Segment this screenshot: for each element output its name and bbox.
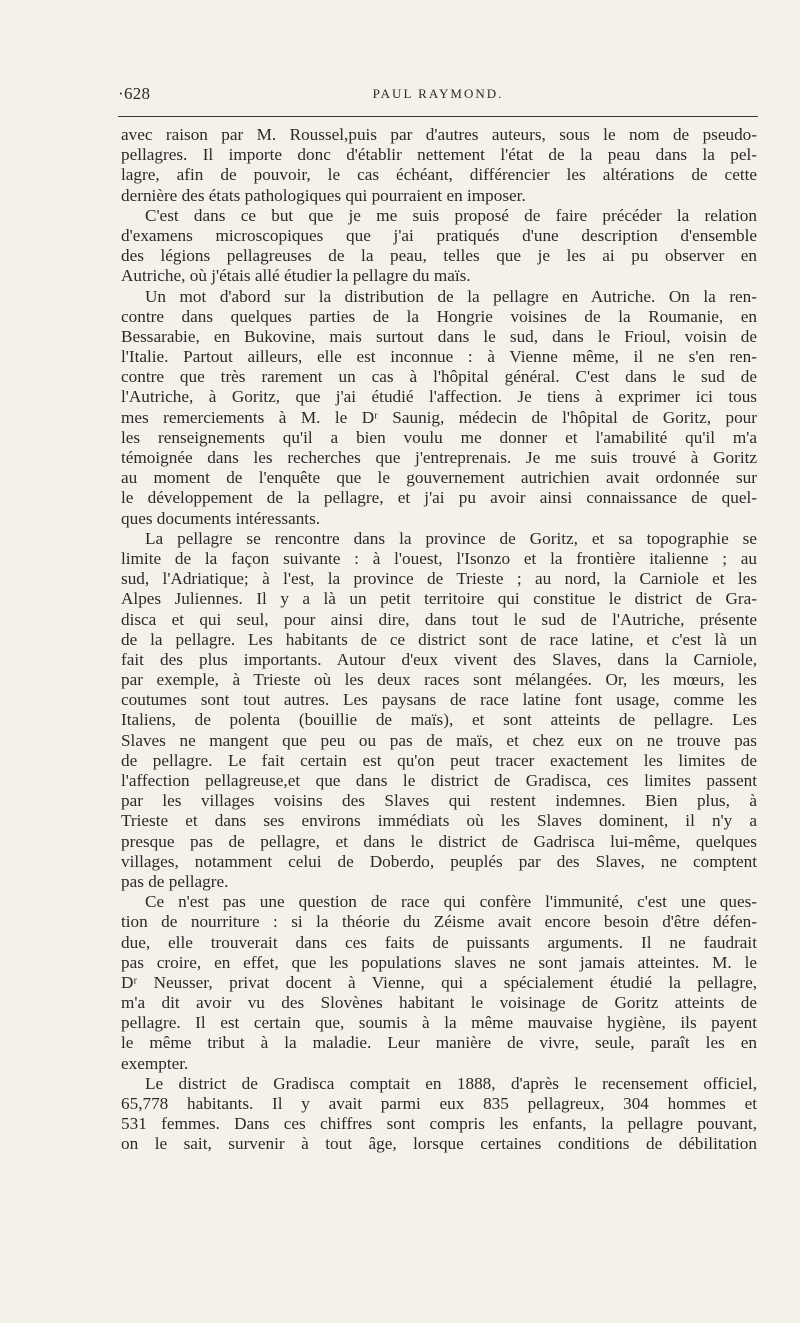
text-line: due, elle trouverait dans ces faits de puissants arguments. Il ne faudrait: [121, 932, 757, 952]
text-line: de la pellagre. Les habitants de ce district sont de race latine, et c'est là un: [121, 629, 757, 649]
text-line: Alpes Juliennes. Il y a là un petit territoire qui constitue le district de Gra-: [121, 589, 757, 609]
text-line: Le district de Gradisca comptait en 1888, d'après le recensement officiel,: [145, 1073, 757, 1093]
text-line: contre que très rarement un cas à l'hôpital général. C'est dans le sud de: [121, 367, 757, 387]
text-line: le même tribut à la maladie. Leur manière de vivre, seule, paraît les en: [121, 1033, 757, 1053]
text-line: presque pas de pellagre, et dans le district de Gadrisca lui-même, quelques: [121, 831, 757, 851]
text-line: lagre, afin de pouvoir, le cas échéant, différencier les altérations de cette: [121, 165, 757, 185]
text-line: Trieste et dans ses environs immédiats où les Slaves dominent, il n'y a: [121, 811, 757, 831]
text-line: pas croire, en effet, que les populations slaves ne sont jamais atteintes. M. le: [121, 952, 757, 972]
text-line: villages, notamment celui de Doberdo, peuplés par des Slaves, ne comptent: [121, 851, 757, 871]
text-line: pellagres. Il importe donc d'établir nettement l'état de la peau dans la pel-: [121, 145, 757, 165]
text-line: Italiens, de polenta (bouillie de maïs), et sont atteints de pellagre. Les: [121, 710, 757, 730]
text-line: au moment de l'enquête que le gouvernement autrichien avait ordonnée sur: [121, 468, 757, 488]
text-line: 65,778 habitants. Il y avait parmi eux 835 pellagreux, 304 hommes et: [121, 1094, 757, 1113]
text-line: fait des plus importants. Autour d'eux vivent des Slaves, dans la Carniole,: [121, 649, 757, 669]
text-line: avec raison par M. Roussel,puis par d'autres auteurs, sous le nom de pseudo-: [121, 125, 757, 144]
body-text: [121, 125, 757, 1155]
text-line: disca et qui seul, pour ainsi dire, dans tout le sud de l'Autriche, présente: [121, 609, 757, 629]
text-line: l'Italie. Partout ailleurs, elle est inconnue : à Vienne même, il ne s'en ren-: [121, 347, 757, 367]
text-line: limite de la façon suivante : à l'ouest, l'Isonzo et la frontière italienne ; au: [121, 548, 757, 568]
text-line: Dʳ Neusser, privat docent à Vienne, qui a spécialement étudié la pellagre,: [121, 972, 757, 992]
text-line: des légions pellagreuses de la peau, telles que je les ai pu observer en: [121, 246, 757, 266]
text-line: 531 femmes. Dans ces chiffres sont compris les enfants, la pellagre pouvant,: [121, 1114, 757, 1134]
text-line: tion de nourriture : si la théorie du Zéisme avait encore besoin d'être défen-: [121, 912, 757, 932]
running-head: PAUL RAYMOND.: [372, 86, 504, 101]
text-line: pas de pellagre.: [121, 871, 229, 891]
text-line: l'Autriche, à Goritz, que j'ai étudié l'affection. Je tiens à exprimer ici tous: [121, 387, 757, 407]
text-line: d'examens microscopiques que j'ai pratiqués d'une description d'ensemble: [121, 225, 757, 245]
text-line: l'affection pellagreuse,et que dans le district de Gradisca, ces limites passent: [121, 771, 757, 790]
text-line: coutumes sont tout autres. Les paysans de race latine font usage, comme les: [121, 690, 757, 710]
text-line: exempter.: [121, 1053, 189, 1073]
text-line: Slaves ne mangent que peu ou pas de maïs, et chez eux on ne trouve pas: [121, 730, 757, 750]
text-line: témoignée dans les recherches que j'entreprenais. Je me suis trouvé à Goritz: [121, 448, 757, 467]
text-line: mes remerciements à M. le Dʳ Saunig, médecin de l'hôpital de Goritz, pour: [121, 407, 757, 427]
text-line: m'a dit avoir vu des Slovènes habitant le voisinage de Goritz atteints de: [121, 993, 757, 1013]
text-line: Un mot d'abord sur la distribution de la pellagre en Autriche. On la ren-: [145, 286, 757, 306]
text-line: pellagre. Il est certain que, soumis à la même mauvaise hygiène, ils payent: [121, 1013, 757, 1033]
text-line: La pellagre se rencontre dans la province de Goritz, et sa topographie se: [145, 528, 757, 548]
text-line: Bessarabie, en Bukovine, mais surtout dans le sud, dans le Frioul, voisin de: [121, 326, 757, 346]
header-rule: [118, 116, 758, 117]
text-line: les renseignements qu'il a bien voulu me donner et l'amabilité qu'il m'a: [121, 427, 757, 447]
text-line: Autriche, où j'étais allé étudier la pellagre du maïs.: [121, 266, 471, 286]
text-line: dernière des états pathologiques qui pourraient en imposer.: [121, 185, 526, 205]
text-line: par exemple, à Trieste où les deux races sont mélangées. Or, les mœurs, les: [121, 670, 757, 690]
text-line: le développement de la pellagre, et j'ai pu avoir ainsi connaissance de quel-: [121, 488, 757, 508]
text-line: sud, l'Adriatique; à l'est, la province de Trieste ; au nord, la Carniole et les: [121, 569, 757, 589]
text-line: on le sait, survenir à tout âge, lorsque certaines conditions de débilitation: [121, 1134, 757, 1154]
text-line: par les villages voisins des Slaves qui restent indemnes. Bien plus, à: [121, 791, 757, 811]
page-number: ·628: [118, 84, 151, 103]
text-line: de pellagre. Le fait certain est qu'on peut tracer exactement les limites de: [121, 750, 757, 770]
page-header: [118, 84, 758, 108]
text-line: contre dans quelques parties de la Hongrie voisines de la Roumanie, en: [121, 306, 757, 326]
text-line: ques documents intéressants.: [121, 508, 321, 528]
text-line: C'est dans ce but que je me suis proposé de faire précéder la relation: [145, 205, 757, 225]
text-line: Ce n'est pas une question de race qui confère l'immunité, c'est une ques-: [145, 892, 757, 912]
